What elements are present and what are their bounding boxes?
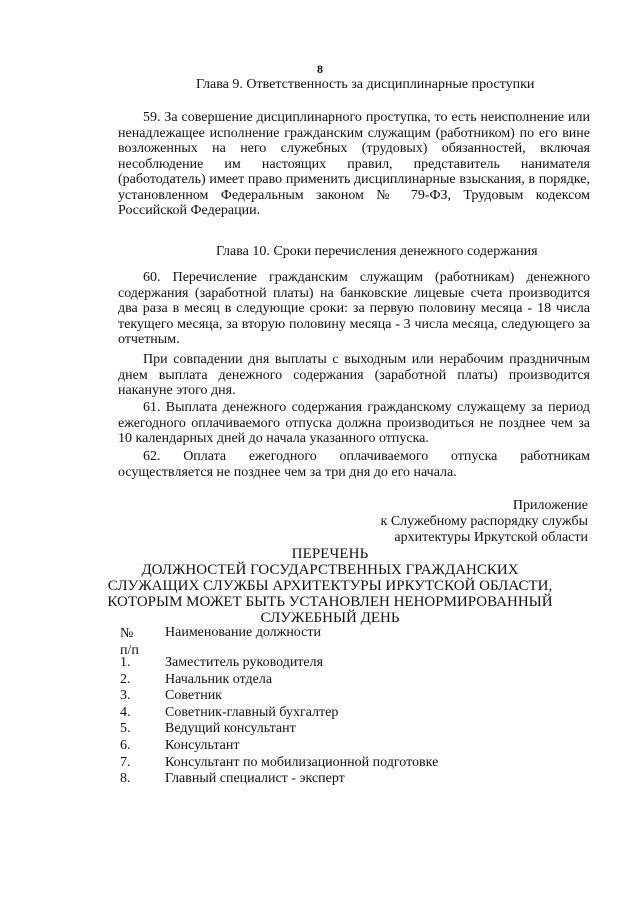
paragraph-59: 59. За совершение дисциплинарного проступка, то есть неисполнение или ненадлежащее исполнение гражданским служащим (работником) по его вине возложенных на него служебных (трудовых) обязанностей, включая несоблюдение им настоящих правил, представитель нанимателя (работодатель) имеет право применить дисциплинарные взыскания, в порядке, установленном Федеральным законом № 79-ФЗ, Трудовым кодексом Российской Федерации. [118, 110, 590, 218]
column-header-name: Наименование должности [165, 625, 321, 640]
position-list [120, 655, 438, 788]
list-item-number: 8. [120, 771, 131, 787]
list-item [120, 755, 438, 772]
chapter10-title: Глава 10. Сроки перечисления денежного содержания [216, 244, 538, 259]
list-item-name: Консультант [165, 737, 240, 753]
paragraph-60-holiday: При совпадении дня выплаты с выходным или нерабочим праздничным днем выплата денежного содержания (заработной платы) производится накануне этого дня. [118, 352, 590, 398]
paragraph-61: 61. Выплата денежного содержания гражданскому служащему за период ежегодного оплачиваемого отпуска должна производиться не позднее чем за 10 календарных дней до начала указанного отпуска. [118, 400, 590, 446]
list-item-name: Ведущий консультант [165, 721, 296, 737]
column-header-number-line-2: п/п [120, 643, 139, 658]
list-item [120, 738, 438, 755]
list-item [120, 688, 438, 705]
page-number: 8 [317, 62, 323, 76]
list-item-number: 6. [120, 737, 131, 753]
list-item-number: 1. [120, 655, 131, 670]
paragraph-60: 60. Перечисление гражданским служащим (работникам) денежного содержания (заработной платы) на банковские лицевые счета производится два раза в месяц в следующие сроки: за первую половину месяца - 18 числа текущего месяца, за вторую половину месяца - 3 числа месяца, следующего за отчетным. [118, 270, 590, 347]
list-item-name: Заместитель руководителя [165, 655, 324, 670]
list-item-number: 2. [120, 671, 131, 687]
list-item-number: 5. [120, 721, 131, 737]
list-item [120, 771, 438, 788]
list-item [120, 721, 438, 738]
column-header-number [120, 625, 139, 659]
list-item-name: Начальник отдела [165, 671, 273, 687]
appendix-line-2: к Служебному распорядку службы [380, 514, 588, 529]
chapter9-title: Глава 9. Ответственность за дисциплинарные проступки [196, 77, 535, 92]
list-item-name: Советник [165, 688, 222, 704]
list-title: ПЕРЕЧЕНЬ [291, 546, 369, 562]
list-item-number: 7. [120, 754, 131, 770]
list-item [120, 705, 438, 722]
list-heading: ДОЛЖНОСТЕЙ ГОСУДАРСТВЕННЫХ ГРАЖДАНСКИХ СЛУЖАЩИХ СЛУЖБЫ АРХИТЕКТУРЫ ИРКУТСКОЙ ОБЛАСТИ, КОТОРЫМ МОЖЕТ БЫТЬ УСТАНОВЛЕН НЕНОРМИРОВАННЫЙ СЛУЖЕБНЫЙ ДЕНЬ [107, 562, 553, 626]
appendix-note [320, 498, 588, 546]
list-item [120, 655, 438, 672]
list-item-name: Главный специалист - эксперт [165, 771, 345, 787]
appendix-line-3: архитектуры Иркутской области [394, 530, 588, 545]
list-item [120, 672, 438, 689]
list-item-number: 3. [120, 688, 131, 704]
appendix-line-1: Приложение [512, 498, 588, 513]
list-item-name: Консультант по мобилизационной подготовке [165, 754, 439, 770]
paragraph-62: 62. Оплата ежегодного оплачиваемого отпуска работникам осуществляется не позднее чем за три дня до его начала. [118, 449, 590, 480]
list-item-number: 4. [120, 704, 131, 720]
list-item-name: Советник-главный бухгалтер [165, 704, 339, 720]
column-header-number-line-1: № [120, 626, 134, 641]
